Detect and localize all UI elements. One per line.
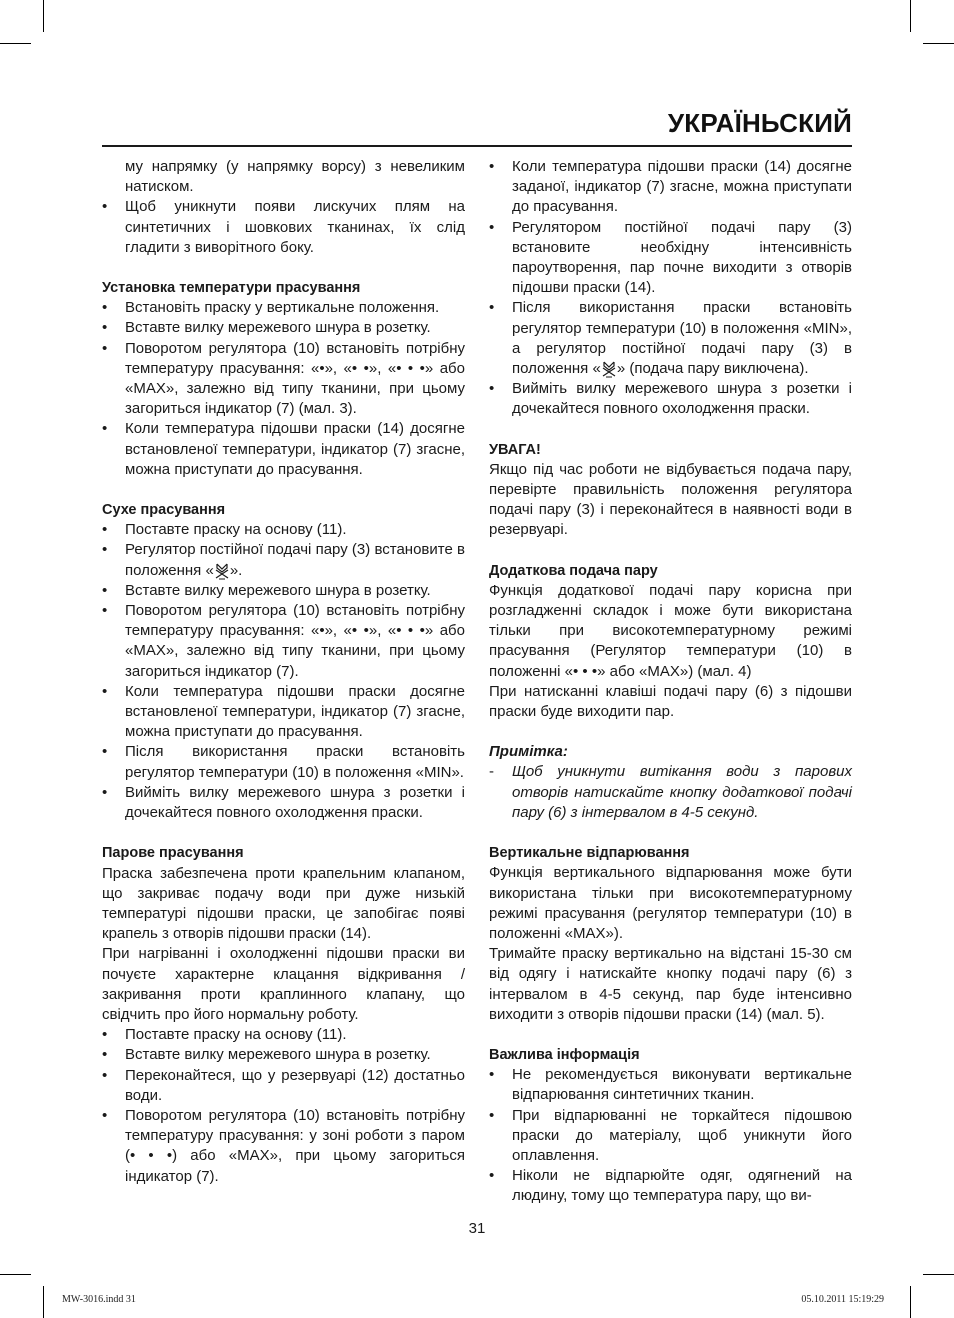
steam-off-icon (601, 360, 617, 378)
crop-mark (910, 0, 911, 32)
crop-mark (43, 0, 44, 32)
list-item: • Поставте праску на основу (11). (102, 1026, 347, 1044)
important-list (489, 1065, 852, 1206)
section-heading: Додаткова подача пару (489, 562, 658, 579)
paragraph: При нагріванні і охолодженні підошви праски ви почуєте характерне клацання відкривання / закривання проти краплинного клапану, що свідчить про його нормальну роботу. (102, 945, 465, 1023)
list-item: • Коли температура підошви праски досягне встановленої температури, індикатор (7) згасне, можна приступати до прасування. (102, 682, 465, 741)
paragraph: Праска забезпечена проти крапельним клапаном, що закриває подачу води при дуже низькій температурі підошви праски, це запобігає появі крапель з отворів підошви праски (14). (102, 864, 465, 943)
intro-list (102, 197, 465, 258)
paragraph: Функція вертикального відпарювання може бути використана тільки при високотемпературному режимі прасування (регулятор температури (10) в положенні «MAX»). (489, 864, 852, 942)
bullet: • (102, 198, 108, 216)
section-heading: УВАГА! (489, 441, 541, 458)
steam-ironing-list (102, 1025, 465, 1187)
intro-continuation: му напрямку (у напрямку ворсу) з невеликим натиском. (125, 158, 465, 196)
list-item: • Поворотом регулятора (10) встановіть потрібну температуру прасування: у зоні роботи з паром (• • •) або «MAX», при цьому загориться індикатор (7). (102, 1106, 465, 1185)
list-item: • Вставте вилку мережевого шнура в розетку. (102, 319, 431, 337)
list-item: • Після використання праски встановіть регулятор температури (10) в положення «MIN», а регулятор постійної подачі пару (3) в положення « » (подача пару виключена). (489, 299, 852, 378)
crop-mark (43, 1286, 44, 1318)
steam-continued-list (489, 157, 852, 420)
paragraph: Тримайте праску вертикально на відстані 15-30 см від одягу і натискайте кнопку подачі пару (6) з інтервалом в 4-5 секунд, пар буде інтенсивно виходити з отворів підошви праски (14) (мал. 5). (489, 945, 852, 1023)
list-item: • Вставте вилку мережевого шнура в розетку. (102, 1046, 431, 1064)
list-item: - Щоб уникнути витікання води з парових отворів натискайте кнопку додаткової подачі пару (6) з інтервалом в 4-5 секунд. (489, 763, 852, 821)
list-item: • Щоб уникнути появи лискучих плям на синтетичних і шовкових тканинах, їх слід гладити з виворітного боку. (102, 198, 465, 256)
list-item: • Регулятором постійної подачі пару (3) встановите необхідну інтенсивність пароутворення, пар почне виходити з отворів підошви праски (14). (489, 218, 852, 297)
slug-file: MW-3016.indd 31 (62, 1294, 136, 1305)
crop-mark (923, 1274, 954, 1275)
list-item: • Не рекомендується виконувати вертикальне відпарювання синтетичних тканин. (489, 1066, 852, 1104)
paragraph: При натисканні клавіші подачі пару (6) з підошви праски буде виходити пар. (489, 682, 852, 721)
crop-mark (910, 1286, 911, 1318)
list-item: • Регулятор постійної подачі пару (3) встановите в положення « ». (102, 541, 465, 579)
section-heading: Сухе прасування (102, 502, 226, 519)
temp-setting-list (102, 298, 465, 480)
section-heading: Парове прасування (102, 845, 244, 862)
slug-timestamp: 05.10.2011 15:19:29 (801, 1294, 884, 1305)
list-item: • При відпарюванні не торкайтеся підошвою праски до матеріалу, щоб уникнути його оплавлення. (489, 1106, 852, 1164)
list-item: • Після використання праски встановіть регулятор температури (10) в положення «MIN». (102, 743, 465, 781)
list-item: • Поворотом регулятора (10) встановіть потрібну температуру прасування: «•», «• •», «• • •» або «MAX», залежно від типу тканини, при цьому загориться індикатор (7). (102, 602, 465, 680)
list-item: • Поставте праску на основу (11). (102, 521, 347, 539)
list-item: • Ніколи не відпарюйте одяг, одягнений на людину, тому що температура пару, що ви- (489, 1167, 852, 1205)
steam-off-icon (214, 562, 230, 580)
section-heading: Установка температури прасування (102, 280, 361, 297)
list-item: • Вставте вилку мережевого шнура в розетку. (102, 581, 431, 599)
dry-ironing-list (102, 520, 465, 823)
dash: - (489, 763, 494, 781)
left-column (102, 157, 465, 1187)
paragraph: Функція додаткової подачі пару корисна при розгладженні складок і може бути використана тільки при високотемпературному режимі прасування (Регулятор температури (10) в положенні «• • •» або «MAX») (мал. 4) (489, 581, 852, 680)
note-list (489, 762, 852, 823)
list-item: • Встановіть праску у вертикальне положення. (102, 299, 440, 317)
list-item: • Коли температура підошви праски (14) досягне заданої, індикатор (7) згасне, можна приступати до прасування. (489, 158, 852, 216)
section-heading: Важлива інформація (489, 1046, 640, 1063)
header-rule (102, 145, 852, 147)
paragraph: Якщо під час роботи не відбувається подача пару, перевірте правильність положення регулятора подачі пару (3) і переконайтеся в наявності води в резервуарі. (489, 460, 852, 539)
list-item: • Переконайтеся, що у резервуарі (12) достатньо води. (102, 1066, 465, 1104)
note-heading: Примітка: (489, 743, 568, 761)
crop-mark (0, 43, 31, 44)
right-column (489, 157, 852, 1207)
list-item: • Вийміть вилку мережевого шнура з розетки і дочекайтеся повного охолодження праски. (102, 783, 465, 822)
list-item: • Коли температура підошви праски (14) досягне встановленої температури, індикатор (7) згасне, можна приступати до прасування. (102, 420, 465, 478)
list-item: • Вийміть вилку мережевого шнура з розетки і дочекайтеся повного охолодження праски. (489, 380, 852, 418)
page-title: УКРАЇНЬСКИЙ (667, 108, 852, 138)
list-item: • Поворотом регулятора (10) встановіть потрібну температуру прасування: «•», «• •», «• • •» або «MAX», залежно від типу тканини, при цьому загориться індикатор (7) (мал. 3). (102, 339, 465, 418)
crop-mark (923, 43, 954, 44)
section-heading: Вертикальне відпарювання (489, 845, 690, 862)
page-number: 31 (468, 1220, 486, 1237)
crop-mark (0, 1274, 31, 1275)
